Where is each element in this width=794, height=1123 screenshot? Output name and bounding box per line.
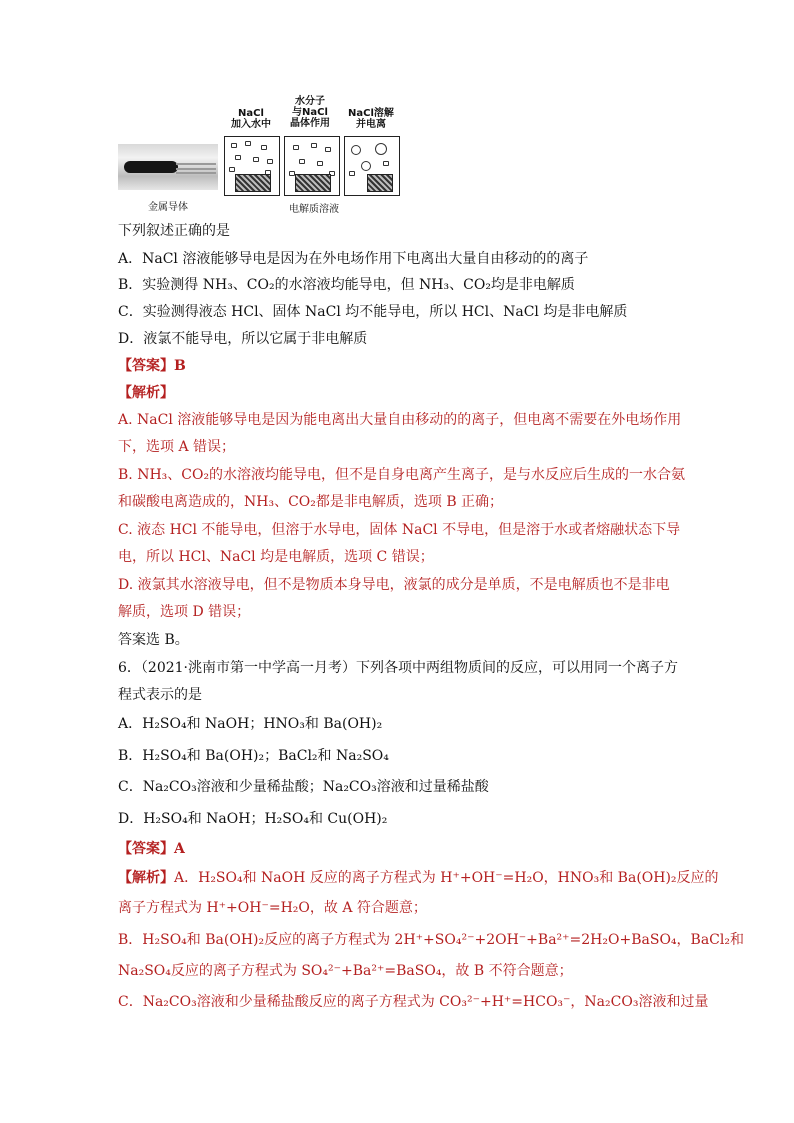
q5-option-a: A．NaCl 溶液能够导电是因为在外电场作用下电离出大量自由移动的的离子 (118, 251, 589, 267)
q6-analysis-label: 【解析】 (118, 870, 174, 886)
solution-caption: 电解质溶液 (289, 204, 339, 215)
q5-analysis-line: A. NaCl 溶液能够导电是因为能电离出大量自由移动的的离子，但电离不需要在外电场作用 (118, 412, 682, 428)
q5-option-b: B．实验测得 NH₃、CO₂的水溶液均能导电，但 NH₃、CO₂均是非电解质 (118, 277, 575, 293)
q5-analysis-label: 【解析】 (118, 385, 174, 401)
q6-analysis-line: 离子方程式为 H⁺+OH⁻=H₂O，故 A 符合题意； (118, 900, 427, 916)
box3-caption: NaCl溶解 并电离 (348, 108, 394, 130)
q5-analysis-line: C. 液态 HCl 不能导电，但溶于水导电，固体 NaCl 不导电，但是溶于水或者熔融状态下导 (118, 522, 681, 538)
q5-analysis-line: 下，选项 A 错误； (118, 439, 236, 455)
conductivity-figure (118, 92, 418, 220)
q5-stem: 下列叙述正确的是 (118, 223, 230, 239)
q6-analysis-line: Na₂SO₄反应的离子方程式为 SO₄²⁻+Ba²⁺=BaSO₄，故 B 不符合题意； (118, 963, 573, 979)
box1-nacl-in-water (224, 136, 280, 196)
q6-analysis-line: B．H₂SO₄和 Ba(OH)₂反应的离子方程式为 2H⁺+SO₄²⁻+2OH⁻+Ba²⁺=2H₂O+BaSO₄，BaCl₂和 (118, 932, 744, 948)
metal-wire-photo (118, 144, 218, 190)
q5-analysis-line: D. 液氯其水溶液导电，但不是物质本身导电，液氯的成分是单质，不是电解质也不是非电 (118, 577, 670, 593)
metal-caption: 金属导体 (148, 202, 188, 213)
q5-analysis-line: 和碳酸电离造成的，NH₃、CO₂都是非电解质，选项 B 正确； (118, 494, 504, 510)
box3-dissolve-ionize (344, 136, 400, 196)
q6-stem-line: 6．（2021·洮南市第一中学高一月考）下列各项中两组物质间的反应，可以用同一个离子方 (118, 660, 678, 676)
q6-analysis-first: 【解析】A．H₂SO₄和 NaOH 反应的离子方程式为 H⁺+OH⁻=H₂O，HNO₃和 Ba(OH)₂反应的 (118, 870, 719, 886)
q5-answer: 【答案】B (118, 358, 186, 374)
box1-caption: NaCl 加入水中 (231, 108, 271, 130)
q5-analysis-line: 电，所以 HCl、NaCl 均是电解质，选项 C 错误； (118, 549, 434, 565)
q6-answer: 【答案】A (118, 841, 185, 857)
q5-analysis-line: B. NH₃、CO₂的水溶液均能导电，但不是自身电离产生离子，是与水反应后生成的一水合氨 (118, 467, 686, 483)
q5-option-d: D．液氯不能导电，所以它属于非电解质 (118, 331, 368, 347)
q6-option-d: D．H₂SO₄和 NaOH；H₂SO₄和 Cu(OH)₂ (118, 811, 388, 827)
q6-option-c: C．Na₂CO₃溶液和少量稀盐酸；Na₂CO₃溶液和过量稀盐酸 (118, 779, 489, 795)
box2-caption: 水分子 与NaCl 晶体作用 (290, 96, 330, 129)
q5-analysis-line: 解质，选项 D 错误； (118, 604, 251, 620)
q6-option-b: B．H₂SO₄和 Ba(OH)₂；BaCl₂和 Na₂SO₄ (118, 748, 389, 764)
q5-conclusion: 答案选 B。 (118, 632, 189, 648)
q5-option-c: C．实验测得液态 HCl、固体 NaCl 均不能导电，所以 HCl、NaCl 均是非电解质 (118, 304, 628, 320)
box2-water-interaction (284, 136, 340, 196)
q6-option-a: A．H₂SO₄和 NaOH；HNO₃和 Ba(OH)₂ (118, 716, 383, 732)
q6-analysis-line: C．Na₂CO₃溶液和少量稀盐酸反应的离子方程式为 CO₃²⁻+H⁺=HCO₃⁻，Na₂CO₃溶液和过量 (118, 994, 709, 1010)
q6-stem-line: 程式表示的是 (118, 687, 202, 703)
